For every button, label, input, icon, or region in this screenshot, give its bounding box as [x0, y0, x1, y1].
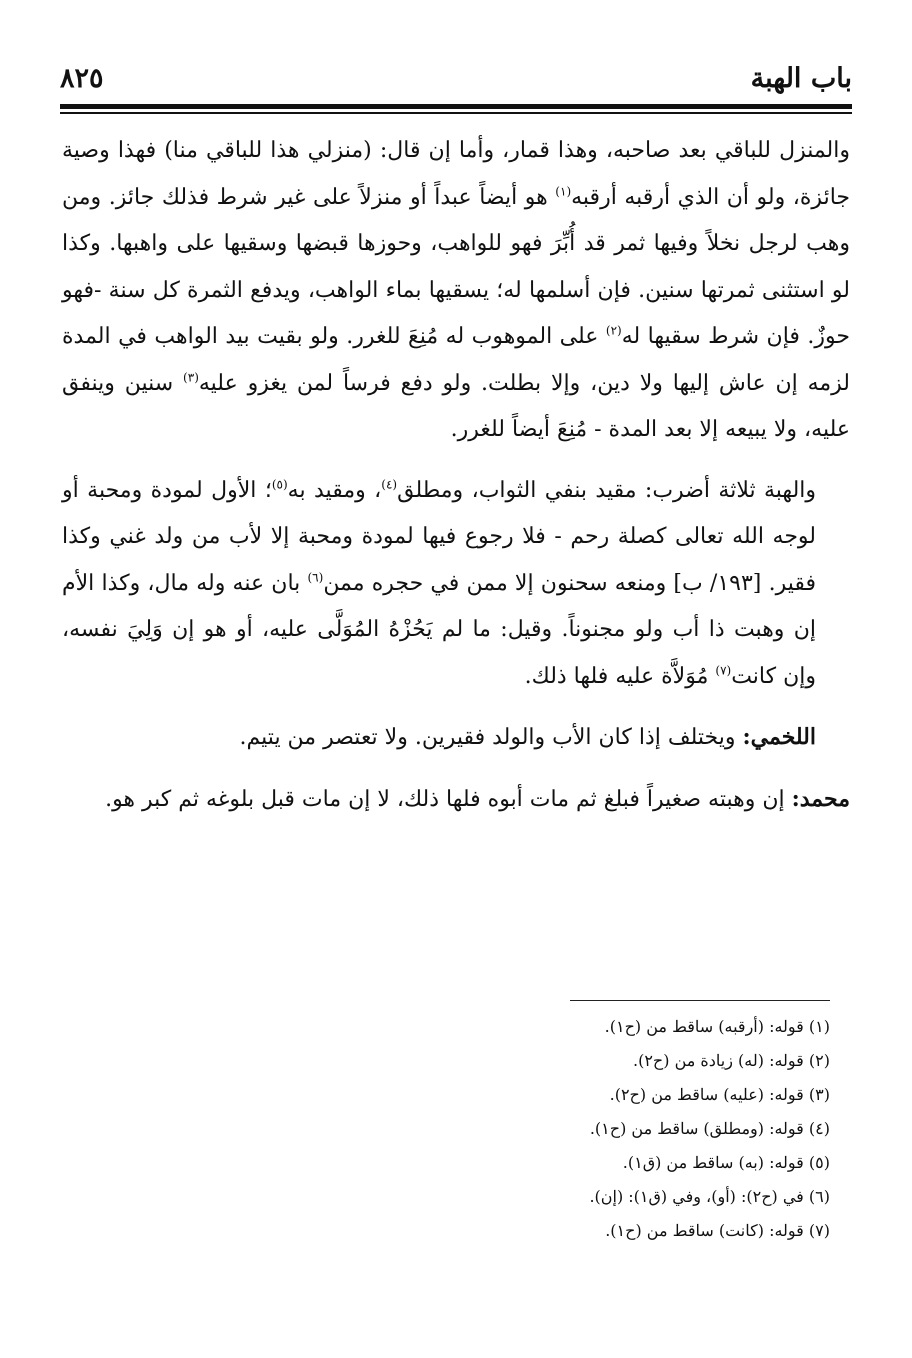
- footnote-separator: [570, 1000, 830, 1001]
- footnote-5: (٥) قوله: (به) ساقط من (ق١).: [622, 1153, 830, 1172]
- footnote-7: (٧) قوله: (كانت) ساقط من (ح١).: [605, 1221, 830, 1240]
- header-rule-thick: [60, 104, 852, 109]
- footnote-2: (٢) قوله: (له) زيادة من (ح٢).: [632, 1051, 830, 1070]
- footnote-6: (٦) في (ح٢): (أو)، وفي (ق١): (إن).: [589, 1187, 830, 1206]
- chapter-title: باب الهبة: [750, 63, 852, 94]
- page-number: ٨٢٥: [60, 63, 104, 94]
- footnote-ref-5[interactable]: (٥): [271, 477, 288, 492]
- header-rule-thin: [60, 112, 852, 114]
- footnote-ref-2[interactable]: (٢): [605, 323, 622, 338]
- paragraph-4: محمد: إن وهبته صغيراً فبلغ ثم مات أبوه فلها ذلك، لا إن مات قبل بلوغه ثم كبر هو.: [105, 785, 850, 812]
- footnote-ref-1[interactable]: (١): [555, 184, 572, 199]
- footnotes: [62, 1010, 830, 1248]
- page-header: [60, 58, 852, 98]
- footnote-ref-6[interactable]: (٦): [307, 570, 324, 585]
- paragraph-3: اللخمي: ويختلف إذا كان الأب والولد فقيرين. ولا تعتصر من يتيم.: [239, 724, 816, 750]
- footnote-4: (٤) قوله: (ومطلق) ساقط من (ح١).: [589, 1119, 830, 1138]
- paragraph-1: والمنزل للباقي بعد صاحبه، وهذا قمار، وأما إن قال: (منزلي هذا للباقي منا) فهذا وصية جائزة، ولو أن الذي أرقبه أرقبه$^{(١)}$ هو أيضاً عبداً أو منزلاً على غير شرط فذلك جائز. ومن وهب لرجل نخلاً وفيها ثمر قد أُبِّرَ فهو للواهب، وحوزها قبضها وسقيها على واهبها. وكذا لو استثنى ثمرتها سنين. فإن أسلمها له؛ يسقيها بماء الواهب، ويدفع الثمرة كل سنة -فهو حوزٌ. فإن شرط سقيها له$^{(٢)}$ على الموهوب له مُنِعَ للغرر. ولو بقيت بيد الواهب في المدة لزمه إن عاش إليها ولا دين، وإلا بطلت. ولو دفع فرساً لمن يغزو عليه$^{(٣)}$ سنين وينفق عليه، ولا يبيعه إلا بعد المدة - مُنِعَ أيضاً للغرر.: [62, 138, 851, 442]
- footnote-ref-3[interactable]: (٣): [183, 370, 199, 385]
- main-text: [62, 128, 850, 837]
- footnote-ref-7[interactable]: (٧): [715, 663, 732, 678]
- speaker-muhammad: محمد:: [791, 785, 850, 812]
- footnote-1: (١) قوله: (أرقبه) ساقط من (ح١).: [604, 1017, 830, 1036]
- footnote-3: (٣) قوله: (عليه) ساقط من (ح٢).: [609, 1085, 830, 1104]
- speaker-lakhmi: اللخمي:: [742, 724, 816, 750]
- footnote-ref-4[interactable]: (٤): [381, 477, 398, 492]
- paragraph-2: والهبة ثلاثة أضرب: مقيد بنفي الثواب، ومطلق$^{(٤)}$، ومقيد به$^{(٥)}$؛ الأول لمودة ومحبة أو لوجه الله تعالى كصلة رحم - فلا رجوع فيها لمودة ومحبة إلا لأب من ولد غني وكذا فقير. [١٩٣/ ب] ومنعه سحنون إلا ممن في حجره ممن$^{(٦)}$ بان عنه وله مال، وكذا الأم إن وهبت ذا أب ولو مجنوناً. وقيل: ما لم يَحُزْهُ المُوَلَّى عليه، أو هو إن وَلِيَ نفسه، وإن كانت$^{(٧)}$ مُوَلاَّة عليه فلها ذلك.: [62, 477, 817, 689]
